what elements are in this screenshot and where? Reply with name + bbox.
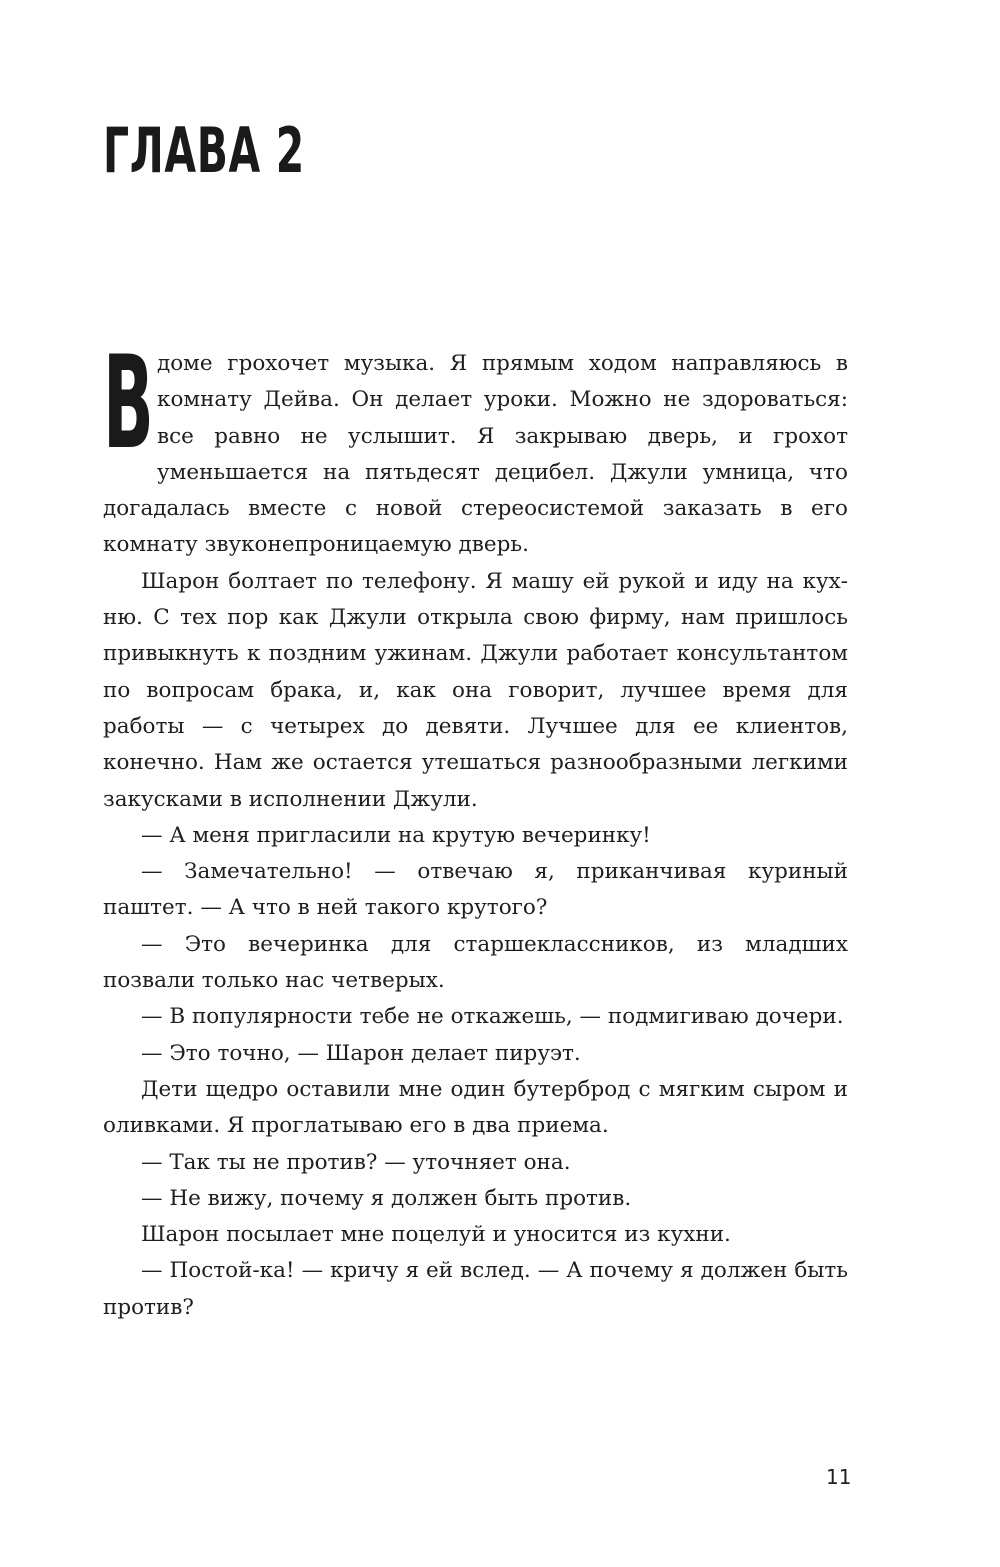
dialogue-line: — В популярности тебе не откажешь, — подмигиваю дочери. [141, 1004, 844, 1030]
drop-cap-letter: В [103, 329, 154, 478]
dialogue-line: — Это вечеринка для старшеклассников, из младших позвали только нас четверых. [103, 931, 848, 994]
dialogue-line: — Замечательно! — отвечаю я, приканчивая куриный паштет. — А что в ней такого крутого? [103, 859, 848, 921]
dialogue-line: — Постой-ка! — кричу я ей вслед. — А почему я должен быть против? [103, 1258, 848, 1320]
dialogue-line: — Так ты не против? — уточняет она. [141, 1149, 571, 1175]
dialogue-line: — Не вижу, почему я должен быть против. [141, 1185, 632, 1211]
dialogue-line: — А меня пригласили на крутую вечеринку! [141, 822, 651, 848]
paragraph-2: Шарон болтает по телефону. Я машу ей рукой и иду на кухню. С тех пор как Джули открыла свою фирму, нам пришлось привыкнуть к поздним ужинам. Джули работает консультантом по вопросам брака, и, как она говорит, лучшее время для работы — с четырех до девяти. Лучшее для ее клиентов, конечно. Нам же остается утешаться разнообразными легкими закусками в исполнении Джули. [103, 568, 848, 812]
chapter-body [103, 329, 848, 1326]
paragraph-1 [103, 329, 848, 564]
narration-paragraph: Дети щедро оставили мне один бутерброд с мягким сыром и оливками. Я проглатываю его в два приема. [103, 1076, 848, 1139]
chapter-title: ГЛАВА 2 [103, 114, 305, 187]
dialogue-line: — Это точно, — Шарон делает пируэт. [141, 1040, 581, 1066]
page-number: 11 [826, 1465, 852, 1489]
narration-paragraph: Шарон посылает мне поцелуй и уносится из кухни. [141, 1222, 731, 1248]
paragraph-1-text: доме грохочет музыка. Я прямым ходом направляюсь в комнату Дейва. Он делает уроки. Можно не здороваться: все равно не услышит. Я закрываю дверь, и грохот уменьшается на пятьдесят децибел. Джули умница, что догадалась вместе с новой стереосистемой заказать в его комнату звуконепроницаемую дверь. [103, 351, 848, 558]
